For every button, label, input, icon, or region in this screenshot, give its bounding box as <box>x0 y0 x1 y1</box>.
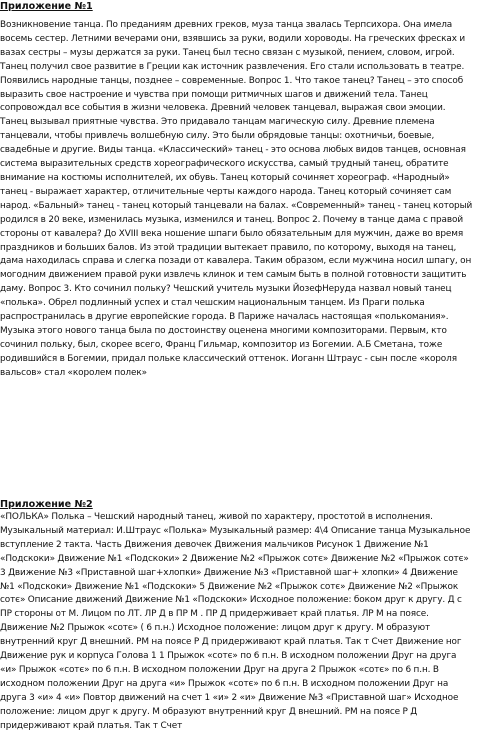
appendix-1-heading: Приложение №1 <box>0 1 93 12</box>
appendix-2-text: «ПОЛЬКА» Полька – Чешский народный танец, живой по характеру, простотой в исполнения. Музыкальный материал: И.Штраус «Полька» Музыкальный размер: 4\4 Описание танца Музыкальное вступление 2 такта. Часть Движения девочек Движения мальчиков Рисунок 1 Движение №1 «Подскоки» Движение №1 «Подскоки» 2 Движение №2 «Прыжок сотє» Движение №2 «Прыжок сотє» 3 Движение №3 «Приставной шаг+хлопки» Движение №3 «Приставной шаг+ хлопки» 4 Движение №1 «Подскоки» Движение №1 «Подскоки» 5 Движение №2 «Прыжок сотє» Движение №2 «Прыжок сотє» Описание движений Движение №1 «Подскоки» Исходное положение: боком друг к другу. Д с ПР стороны от М. Лицом по ЛТ. ЛР Д в ПР М . ПР Д придерживает край платья. ЛР М на поясе. Движение №2 Прыжок «сотє» ( 6 п.н.) Исходное положение: лицом друг к другу. М образуют внутренний круг Д внешний. РМ на поясе Р Д придерживают край платья. Так т Счет Движение ног Движение рук и корпуса Голова 1 1 Прыжок «сотє» по 6 п.н. В исходном положении Друг на друга «и» Прыжок «сотє» по 6 п.н. В исходном положении Друг на друга 2 Прыжок «сотє» по 6 п.н. В исходном положении Друг на друга «и» Прыжок «сотє» по 6 п.н. В исходном положении Друг на друга 3 «и» 4 «и» Повтор движений на счет 1 «и» 2 «и» Движение №3 «Приставной шаг» Исходное положение: лицом друг к другу. М образуют внутренний круг Д внешний. РМ на поясе Р Д придерживают край платья. Так т Счет <box>0 512 471 731</box>
appendix-2-section <box>0 498 477 731</box>
appendix-2-heading: Приложение №2 <box>0 499 93 510</box>
appendix-1-text: Возникновение танца. По преданиям древних греков, муза танца звалась Терпсихора. Она имела восемь сестер. Летними вечерами они, взявшись за руки, водили хороводы. На греческих фресках и вазах сестры – музы держатся за руки. Танец был тесно связан с музыкой, пением, словом, игрой. Танец получил свое развитие в Греции как источник развлечения. Его стали использовать в театре. Появились народные танцы, позднее – современные. Вопрос 1. Что такое танец? Танец – это способ выразить свое настроение и чувства при помощи ритмичных шагов и движений тела. Танец сопровождал все события в жизни человека. Древний человек танцевал, выражая свои эмоции. Танец вызывал приятные чувства. Это придавало танцам магическую силу. Древние племена танцевали, чтобы привлечь волшебную силу. Это были обрядовые танцы: охотничьи, боевые, свадебные и другие. Виды танца. «Классический» танец - это основа любых видов танцев, основная система выразительных средств хореографического искусства, самый трудный танец, обратите внимание на костюмы исполнителей, их обувь. Танец который сочиняет хореограф. «Народный» танец - выражает характер, отличительные черты каждого народа. Танец который сочиняет сам народ. «Бальный» танец - танец который танцевали на балах. «Современный» танец - танец который родился в 20 веке, изменилась музыка, изменился и танец. Вопрос 2. Почему в танце дама с правой стороны от кавалера? До XVIII века ношение шпаги было обязательным для мужчин, даже во время праздников и больших балов. Из этой традиции вытекает правило, по которому, выходя на танец, дама находилась справа и слегка позади от кавалера. Таким образом, если мужчина носил шпагу, он могодним движением правой руки извлечь клинок и тем самым быть в полной готовности защитить даму. Вопрос 3. Кто сочинил польку? Чешский учитель музыки ЙозефНеруда назвал новый танец «полька». Обрел подлинный успех и стал чешским национальным танцем. Из Праги полька распространилась в другие европейские города. В Париже началась настоящая «полькомания». Музыка этого нового танца была по достоинству оценена многими композиторами. Первым, кто сочинил польку, был, скорее всего, Франц Гильмар, композитор из Богемии. А.Б Сметана, тоже родившийся в Богемии, придал польке классический оттенок. Иоганн Штраус - сын после «короля вальсов» стал «королем полек» <box>0 20 473 378</box>
